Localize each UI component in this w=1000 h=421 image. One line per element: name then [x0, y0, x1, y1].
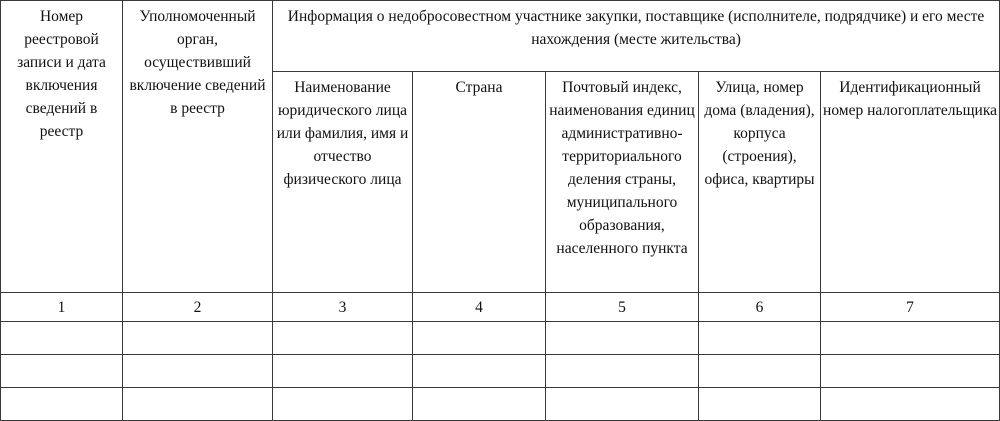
column-number-cell: 2	[123, 293, 273, 322]
column-number-cell: 1	[1, 293, 123, 322]
empty-cell[interactable]	[821, 355, 1000, 388]
empty-cell[interactable]	[1, 388, 123, 421]
empty-cell[interactable]	[273, 388, 413, 421]
header-inn-label: Идентификационный номер налогоплательщика	[823, 79, 997, 119]
empty-cell[interactable]	[546, 322, 699, 355]
header-authority-label: Уполномоченный орган, осуществивший включение сведений в реестр	[129, 8, 266, 117]
header-country-label: Страна	[455, 79, 503, 96]
empty-cell[interactable]	[273, 322, 413, 355]
column-number-cell: 7	[821, 293, 1000, 322]
column-number-cell: 6	[699, 293, 821, 322]
header-cell-inn	[821, 72, 1000, 293]
empty-cell[interactable]	[123, 322, 273, 355]
header-cell-name	[273, 72, 413, 293]
table-row	[1, 322, 1000, 355]
column-number-cell: 3	[273, 293, 413, 322]
empty-cell[interactable]	[413, 388, 546, 421]
column-number-cell: 5	[546, 293, 699, 322]
empty-cell[interactable]	[699, 322, 821, 355]
header-cell-postal-address	[546, 72, 699, 293]
header-name-label: Наименование юридического лица или фамилия, имя и отчество физического лица	[276, 79, 409, 188]
empty-cell[interactable]	[821, 388, 1000, 421]
empty-cell[interactable]	[546, 388, 699, 421]
header-registry-number-label: Номер реестровой записи и дата включения сведений в реестр	[17, 8, 106, 140]
header-cell-participant-info	[273, 1, 1000, 72]
empty-cell[interactable]	[273, 355, 413, 388]
header-cell-country	[413, 72, 546, 293]
header-row-top	[1, 1, 1000, 72]
empty-cell[interactable]	[413, 322, 546, 355]
empty-cell[interactable]	[821, 322, 1000, 355]
empty-cell[interactable]	[699, 355, 821, 388]
empty-cell[interactable]	[123, 388, 273, 421]
table-row	[1, 388, 1000, 421]
column-number-cell: 4	[413, 293, 546, 322]
header-cell-registry-number	[1, 1, 123, 293]
header-cell-authority	[123, 1, 273, 293]
header-participant-info-label: Информация о недобросовестном участнике закупки, поставщике (исполнителе, подрядчике) и его месте нахождения (месте жительства)	[287, 8, 985, 48]
header-postal-address-label: Почтовый индекс, наименования единиц административно-территориального деления страны, муниципального образования, населенного пункта	[549, 79, 695, 257]
empty-cell[interactable]	[1, 322, 123, 355]
empty-cell[interactable]	[413, 355, 546, 388]
empty-cell[interactable]	[123, 355, 273, 388]
header-street-label: Улица, номер дома (владения), корпуса (строения), офиса, квартиры	[704, 79, 815, 188]
empty-cell[interactable]	[699, 388, 821, 421]
empty-cell[interactable]	[1, 355, 123, 388]
table-row	[1, 355, 1000, 388]
column-number-row	[1, 293, 1000, 322]
empty-cell[interactable]	[546, 355, 699, 388]
header-cell-street	[699, 72, 821, 293]
